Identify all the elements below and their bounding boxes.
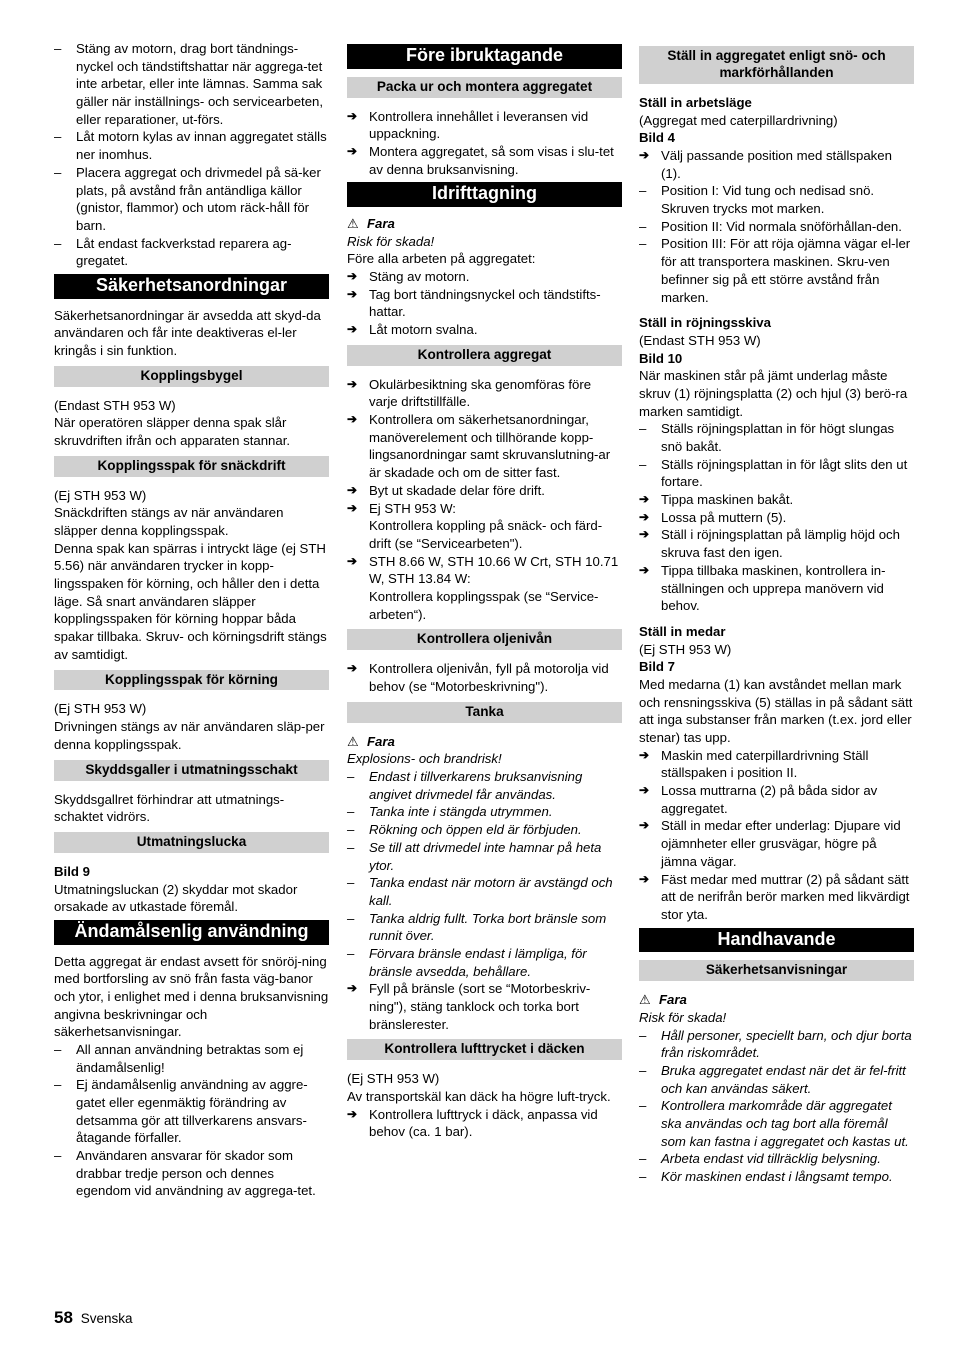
indented-paragraph: Kontrollera kopplingsspak (se “Service-arbeten“). xyxy=(369,588,599,622)
subsection-heading: Kopplingsbygel xyxy=(54,366,329,387)
paragraph: Av transportskäl kan däck ha högre luft-tryck. xyxy=(347,1089,611,1105)
column-2 xyxy=(347,40,622,1141)
instruction-step: ➔ Fyll på bränsle (sort se “Motorbeskriv-ning"), stäng tanklock och torka bort bränslerester. xyxy=(347,980,622,1033)
instruction-step: ➔ Lossa muttrarna (2) på båda sidor av aggregatet. xyxy=(639,782,914,817)
instruction-step: ➔ Fäst medar med muttrar (2) på sådant sätt att de nerifrån berör marken med likvärdigt stor yta. xyxy=(639,871,914,924)
subsection-heading: Ställ in aggregatet enligt snö- och markförhållanden xyxy=(639,46,914,84)
instruction-step: ➔ Tippa maskinen bakåt. xyxy=(639,491,914,509)
instruction-step: ➔ Tippa tillbaka maskinen, kontrollera in-ställningen och upprepa manövern vid behov. xyxy=(639,562,914,615)
subsection-heading: Utmatningslucka xyxy=(54,832,329,853)
footer-language: Svenska xyxy=(80,1311,133,1326)
subsection-heading: Kopplingsspak för snäckdrift xyxy=(54,456,329,477)
bold-subheading: Ställ in arbetsläge xyxy=(639,94,752,110)
dash-list-item: – Position II: Vid normala snöförhållan-den. xyxy=(639,218,914,236)
warning-label xyxy=(639,991,914,1009)
instruction-step: ➔ Kontrollera lufttryck i däck, anpassa vid behov (ca. 1 bar). xyxy=(347,1106,622,1141)
dash-list-item: – Stäng av motorn, drag bort tändnings-nyckel och tändstiftshattar när aggrega-tet inte arbetar, eller inte lämnas. Samma sak gäller när inställnings- och servicearbeten, eller reparationer, ut-förs. xyxy=(54,40,329,128)
paragraph: Före alla arbeten på aggregatet: xyxy=(347,251,536,267)
subsection-heading: Tanka xyxy=(347,702,622,723)
paragraph: (Ej STH 953 W) xyxy=(639,641,732,657)
warning-list-item: – Tanka aldrig fullt. Torka bort bränsle som runnit över. xyxy=(347,910,622,945)
warning-label xyxy=(347,215,622,233)
subsection-heading: Kontrollera lufttrycket i däcken xyxy=(347,1039,622,1060)
section-heading: Säkerhetsanordningar xyxy=(54,274,329,299)
page-number: 58 xyxy=(54,1308,73,1327)
instruction-step: ➔ Byt ut skadade delar före drift. xyxy=(347,482,622,500)
bold-subheading: Ställ in röjningsskiva xyxy=(639,315,771,331)
dash-list-item: – Position III: För att röja ojämna vägar el-ler för att transportera maskinen. Skru-ven befinner sig på ett större avstånd från marken. xyxy=(639,235,914,306)
paragraph: (Endast STH 953 W) xyxy=(54,397,176,413)
warning-icon: ⚠ xyxy=(347,215,359,231)
figure-reference: Bild 4 xyxy=(639,130,675,146)
warning-list-item: – Rökning och öppen eld är förbjuden. xyxy=(347,821,622,839)
italic-paragraph: Explosions- och brandrisk! xyxy=(347,751,502,767)
warning-label-text: Fara xyxy=(367,215,395,231)
column-3 xyxy=(639,40,914,1186)
instruction-step: ➔ Ställ in medar efter underlag: Djupare vid ojämnheter eller grusvägar, högre på jämna vägar. xyxy=(639,817,914,870)
section-heading: Före ibruktagande xyxy=(347,44,622,69)
subsection-heading: Kopplingsspak för körning xyxy=(54,670,329,691)
subsection-heading: Skyddsgaller i utmatningsschakt xyxy=(54,760,329,781)
paragraph: Med medarna (1) kan avståndet mellan mark och rensningsskiva (5) ställas in på sådant sätt att inga substanser från marken (t.ex. jord eller stenar) tas upp. xyxy=(639,676,913,746)
dash-list-item: – Användaren ansvarar för skador som drabbar tredje person och dennes egendom vid användning av aggrega-tet. xyxy=(54,1147,329,1200)
section-heading: Handhavande xyxy=(639,928,914,953)
instruction-step: ➔ Kontrollera oljenivån, fyll på motorolja vid behov (se “Motorbeskrivning"). xyxy=(347,660,622,695)
dash-list-item: – Låt endast fackverkstad reparera ag-gregatet. xyxy=(54,235,329,270)
subsection-heading: Kontrollera oljenivån xyxy=(347,629,622,650)
instruction-step: ➔ Låt motorn svalna. xyxy=(347,321,622,339)
paragraph: (Ej STH 953 W) xyxy=(54,487,147,503)
instruction-step: ➔ Välj passande position med ställspaken (1). xyxy=(639,147,914,182)
figure-reference: Bild 7 xyxy=(639,659,675,675)
column-1 xyxy=(54,40,329,1200)
paragraph: Säkerhetsanordningar är avsedda att skyd-da användaren och får inte deaktiveras el-ler kringås i sin funktion. xyxy=(54,307,321,358)
paragraph: (Ej STH 953 W) xyxy=(54,701,147,717)
warning-list-item: – Tanka inte i stängda utrymmen. xyxy=(347,803,622,821)
figure-reference: Bild 9 xyxy=(54,863,90,879)
warning-icon: ⚠ xyxy=(347,733,359,749)
subsection-heading: Kontrollera aggregat xyxy=(347,345,622,366)
instruction-step: ➔ Montera aggregatet, så som visas i slu-tet av denna bruksanvisning. xyxy=(347,143,622,178)
paragraph: Skyddsgallret förhindrar att utmatnings-schaktet vidrörs. xyxy=(54,791,285,825)
bold-subheading: Ställ in medar xyxy=(639,623,726,639)
paragraph: (Ej STH 953 W) xyxy=(347,1071,440,1087)
subsection-heading: Säkerhetsanvisningar xyxy=(639,960,914,981)
warning-list-item: – Bruka aggregatet endast när det är fel-fritt och kan användas säkert. xyxy=(639,1062,914,1097)
dash-list-item: – Låt motorn kylas av innan aggregatet ställs ner inomhus. xyxy=(54,128,329,163)
dash-list-item: – Ej ändamålsenlig användning av aggre-gatet eller egenmäktig förändring av detsamma gör att tillverkarens ansvars-åtagande förfaller. xyxy=(54,1076,329,1147)
warning-label xyxy=(347,733,622,751)
instruction-step: ➔ Maskin med caterpillardrivning Ställ ställspaken i position II. xyxy=(639,747,914,782)
warning-label-text: Fara xyxy=(659,992,687,1008)
instruction-step: ➔ Stäng av motorn. xyxy=(347,268,622,286)
subsection-heading: Packa ur och montera aggregatet xyxy=(347,77,622,98)
paragraph: (Aggregat med caterpillardrivning) xyxy=(639,112,838,128)
figure-reference: Bild 10 xyxy=(639,350,683,366)
page-footer xyxy=(54,1307,132,1330)
paragraph: Denna spak kan spärras i intryckt läge (ej STH 5.56) när användaren trycker in kopp-lingsspaken för körning, och håller den i detta läge. Så snart användaren släpper kopplingsspaken för körning hoppar båda spakar tillbaka. Skruv- och körningsdrift stängs av samtidigt. xyxy=(54,540,327,662)
indented-paragraph: Kontrollera koppling på snäck- och färd-drift (se “Servicearbeten"). xyxy=(369,518,603,551)
paragraph: Detta aggregat är endast avsett för snöröj-ning med bortforsling av snö från fasta väg-banor och ytor, i enlighet med i denna bruksanvisning angivna beskrivningar och säkerhetsanvisningar. xyxy=(54,953,329,1040)
paragraph: Utmatningsluckan (2) skyddar mot skador orsakade av utkastade föremål. xyxy=(54,881,298,915)
instruction-step: ➔ Kontrollera innehållet i leveransen vid uppackning. xyxy=(347,108,622,143)
paragraph: När operatören släpper denna spak slår skruvdriften ifrån och apparaten stannar. xyxy=(54,415,291,448)
paragraph: Drivningen stängs av när användaren släp-per denna kopplingsspak. xyxy=(54,719,325,752)
paragraph: Snäckdriften stängs av när användaren släpper denna kopplingsspak. xyxy=(54,505,284,538)
instruction-step: ➔ Okulärbesiktning ska genomföras före varje driftstillfälle. xyxy=(347,376,622,411)
instruction-step: ➔ Ställ i röjningsplattan på lämplig höjd och skruva fast den igen. xyxy=(639,526,914,561)
dash-list-item: – Ställs röjningsplattan in för högt slungas snö bakåt. xyxy=(639,420,914,455)
italic-paragraph: Risk för skada! xyxy=(639,1009,727,1025)
warning-list-item: – Endast i tillverkarens bruksanvisning angivet drivmedel får användas. xyxy=(347,768,622,803)
warning-icon: ⚠ xyxy=(639,992,651,1008)
warning-list-item: – Kontrollera markområde där aggregatet ska användas och tag bort alla föremål som kan fastna i aggregatet och kastas ut. xyxy=(639,1097,914,1150)
warning-list-item: – Förvara bränsle endast i lämpliga, för bränsle avsedda, behållare. xyxy=(347,945,622,980)
instruction-step: ➔ Kontrollera om säkerhetsanordningar, manöverelement och tillhörande kopp-lingsanordningar samt skruvanslutning-ar är skadade och om de sitter fast. xyxy=(347,411,622,482)
dash-list-item: – All annan användning betraktas som ej ändamålsenlig! xyxy=(54,1041,329,1076)
warning-list-item: – Håll personer, speciellt barn, och djur borta från riskområdet. xyxy=(639,1027,914,1062)
section-heading: Idrifttagning xyxy=(347,182,622,207)
warning-list-item: – Kör maskinen endast i långsamt tempo. xyxy=(639,1168,914,1186)
paragraph: (Endast STH 953 W) xyxy=(639,332,761,348)
dash-list-item: – Placera aggregat och drivmedel på sä-ker plats, på avstånd från antändliga källor (gnistor, flammor) och utom räck-håll för barn. xyxy=(54,164,329,235)
dash-list-item: – Ställs röjningsplattan in för lågt slits den ut fortare. xyxy=(639,456,914,491)
dash-list-item: – Position I: Vid tung och nedisad snö. Skruven trycks mot marken. xyxy=(639,182,914,217)
italic-paragraph: Risk för skada! xyxy=(347,233,435,249)
warning-list-item: – Tanka endast när motorn är avstängd och kall. xyxy=(347,874,622,909)
warning-label-text: Fara xyxy=(367,733,395,749)
instruction-step: ➔ STH 8.66 W, STH 10.66 W Crt, STH 10.71 W, STH 13.84 W: xyxy=(347,553,622,588)
paragraph: När maskinen står på jämt underlag måste skruv (1) röjningsplatta (2) och hjul (3) berö-ra marken samtidigt. xyxy=(639,368,908,419)
warning-list-item: – Arbeta endast vid tillräcklig belysning. xyxy=(639,1150,914,1168)
section-heading: Ändamålsenlig användning xyxy=(54,920,329,945)
warning-list-item: – Se till att drivmedel inte hamnar på heta ytor. xyxy=(347,839,622,874)
instruction-step: ➔ Lossa på muttern (5). xyxy=(639,509,914,527)
instruction-step: ➔ Tag bort tändningsnyckel och tändstifts-hattar. xyxy=(347,286,622,321)
instruction-step: ➔ Ej STH 953 W: xyxy=(347,500,622,518)
